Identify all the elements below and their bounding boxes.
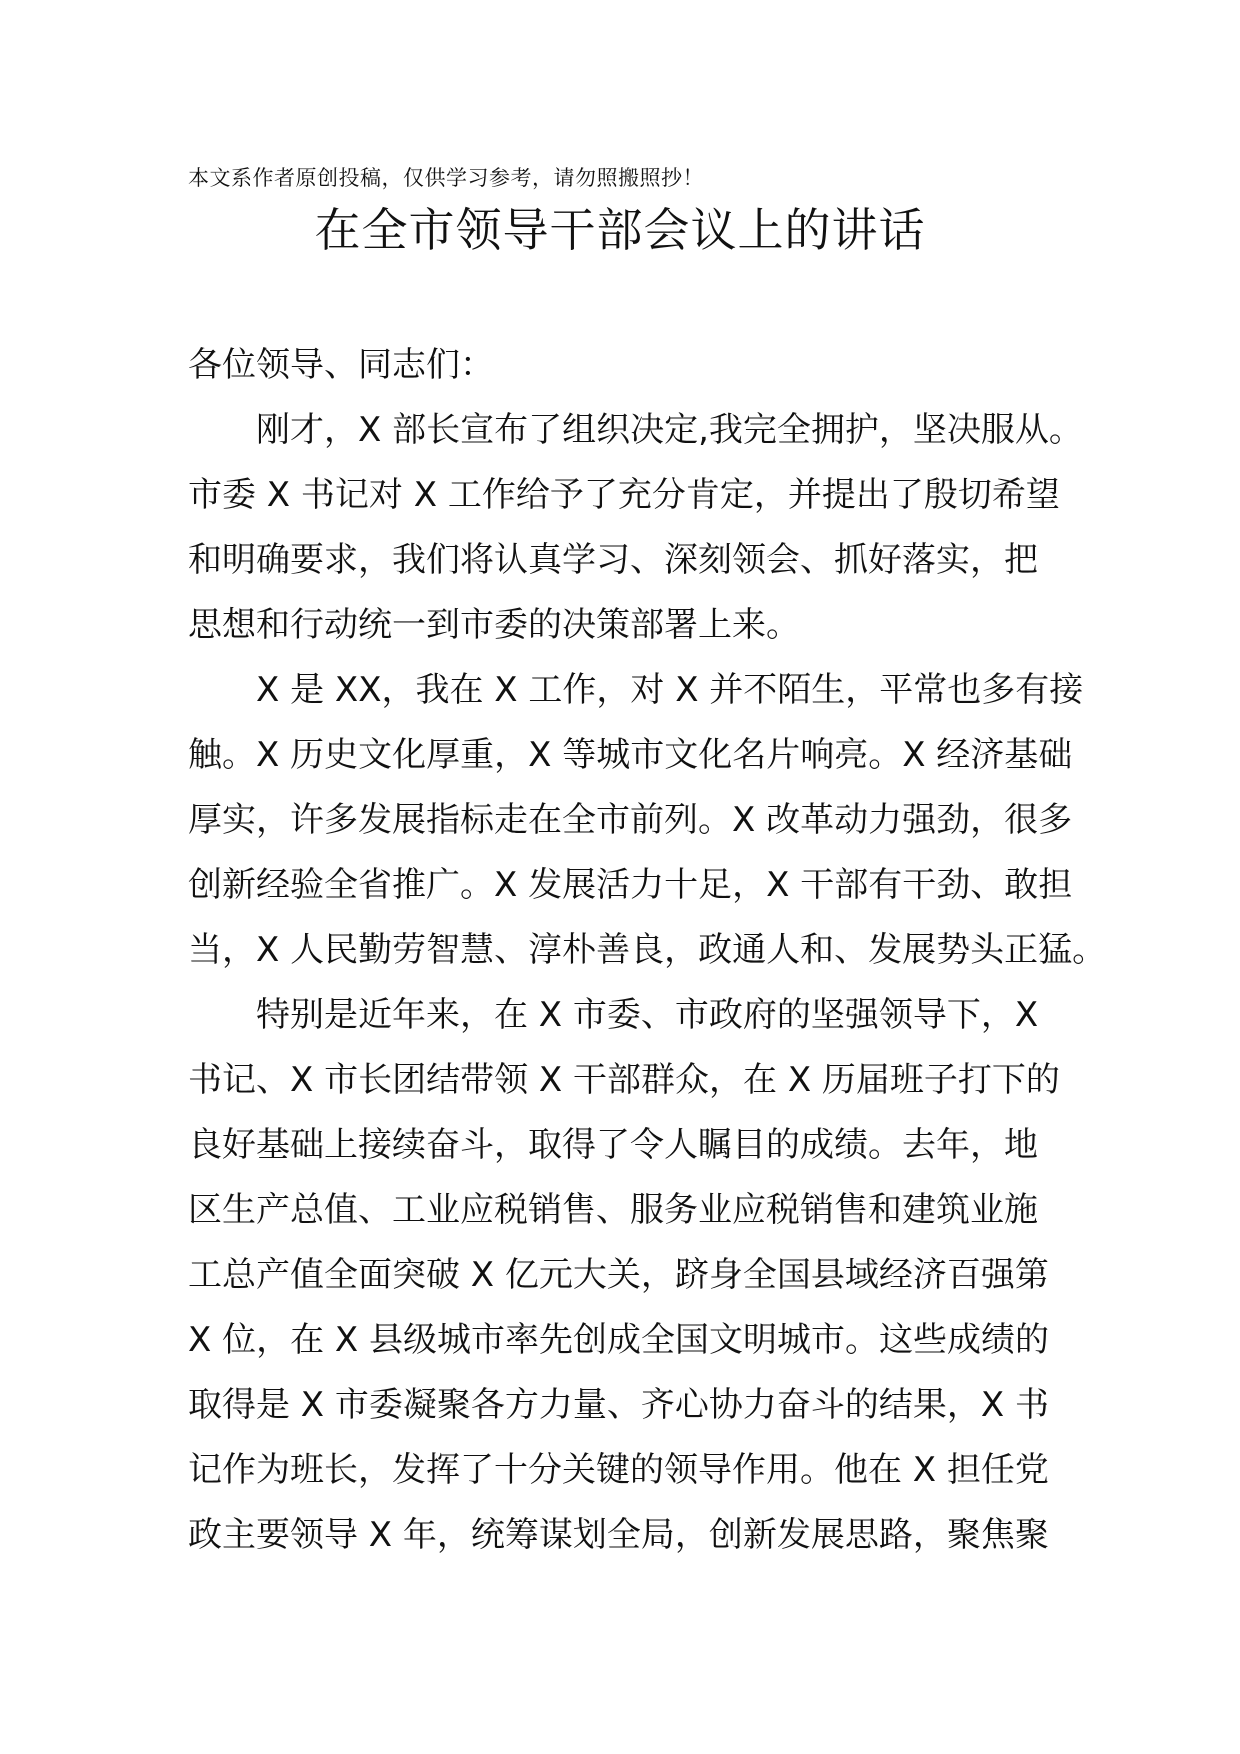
text-line: 刚才，X 部长宣布了组织决定,我完全拥护，坚决服从。 bbox=[256, 410, 1083, 450]
text-line: 工总产值全面突破 X 亿元大关，跻身全国县域经济百强第 bbox=[188, 1255, 1049, 1295]
text-line: 和明确要求，我们将认真学习、深刻领会、抓好落实，把 bbox=[188, 540, 1038, 580]
text-line: 书记、X 市长团结带领 X 干部群众，在 X 历届班子打下的 bbox=[188, 1060, 1060, 1100]
paragraph-3 bbox=[188, 983, 1068, 1568]
paragraph-2 bbox=[188, 658, 1107, 983]
text-line: 厚实，许多发展指标走在全市前列。X 改革动力强劲，很多 bbox=[188, 800, 1073, 840]
text-line: 市委 X 书记对 X 工作给予了充分肯定，并提出了殷切希望 bbox=[188, 475, 1060, 515]
text-line: 当，X 人民勤劳智慧、淳朴善良，政通人和、发展势头正猛。 bbox=[188, 930, 1107, 970]
speech-body bbox=[188, 333, 1107, 1568]
text-line: 良好基础上接续奋斗，取得了令人瞩目的成绩。去年，地 bbox=[188, 1125, 1038, 1165]
text-line: 触。X 历史文化厚重，X 等城市文化名片响亮。X 经济基础 bbox=[188, 735, 1073, 775]
text-line: X 位，在 X 县级城市率先创成全国文明城市。这些成绩的 bbox=[188, 1320, 1050, 1360]
text-line: 政主要领导 X 年，统筹谋划全局，创新发展思路，聚焦聚 bbox=[188, 1515, 1049, 1555]
text-line: 记作为班长，发挥了十分关键的领导作用。他在 X 担任党 bbox=[188, 1450, 1049, 1490]
document-title: 在全市领导干部会议上的讲话 bbox=[314, 203, 926, 257]
text-line: X 是 XX，我在 X 工作，对 X 并不陌生，平常也多有接 bbox=[256, 670, 1084, 710]
text-line: 特别是近年来，在 X 市委、市政府的坚强领导下，X bbox=[256, 995, 1039, 1035]
text-line: 取得是 X 市委凝聚各方力量、齐心协力奋斗的结果，X 书 bbox=[188, 1385, 1050, 1425]
text-line: 创新经验全省推广。X 发展活力十足，X 干部有干劲、敢担 bbox=[188, 865, 1073, 905]
text-line: 区生产总值、工业应税销售、服务业应税销售和建筑业施 bbox=[188, 1190, 1038, 1230]
text-line: 思想和行动统一到市委的决策部署上来。 bbox=[188, 605, 800, 645]
salutation: 各位领导、同志们： bbox=[188, 345, 494, 385]
paragraph-1 bbox=[188, 398, 1083, 658]
copyright-notice: 本文系作者原创投稿，仅供学习参考，请勿照搬照抄！ bbox=[188, 166, 704, 190]
